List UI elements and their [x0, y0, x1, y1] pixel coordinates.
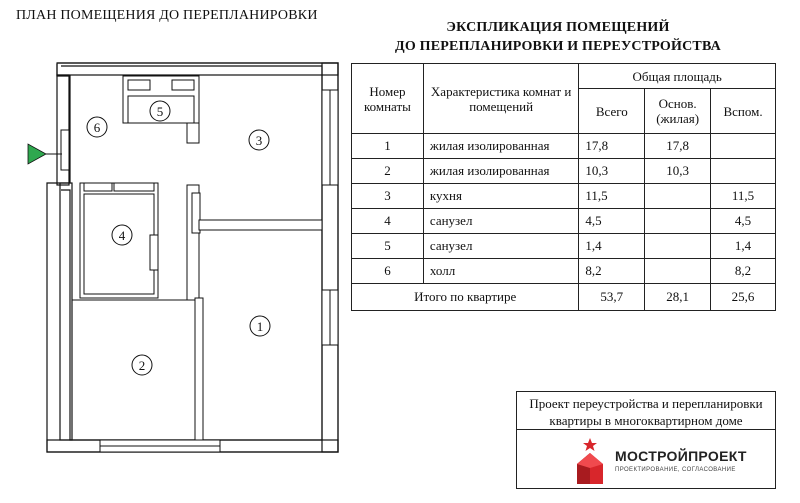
room-6-label: 6 — [93, 120, 101, 135]
header-main: Основ. (жилая) — [645, 89, 711, 134]
floor-plan — [0, 0, 350, 503]
row-num: 3 — [352, 184, 424, 209]
row-total: 11,5 — [579, 184, 645, 209]
row-aux: 8,2 — [711, 259, 776, 284]
row-aux: 1,4 — [711, 234, 776, 259]
row-num: 5 — [352, 234, 424, 259]
row-total: 1,4 — [579, 234, 645, 259]
table-row — [352, 259, 776, 284]
header-room-number: Номер комнаты — [352, 64, 424, 134]
row-main: 10,3 — [645, 159, 711, 184]
explication-title — [352, 18, 764, 56]
logo-name: МОСТРОЙПРОЕКТ — [615, 448, 747, 464]
total-aux: 25,6 — [711, 284, 776, 311]
explication-title-line1: ЭКСПЛИКАЦИЯ ПОМЕЩЕНИЙ — [446, 20, 670, 35]
total-main: 28,1 — [645, 284, 711, 311]
room-5-label: 5 — [156, 104, 164, 119]
row-total: 8,2 — [579, 259, 645, 284]
table-row — [352, 159, 776, 184]
row-aux: 11,5 — [711, 184, 776, 209]
row-name: санузел — [423, 234, 579, 259]
row-total: 10,3 — [579, 159, 645, 184]
table-row — [352, 209, 776, 234]
row-name: жилая изолированная — [423, 159, 579, 184]
row-num: 4 — [352, 209, 424, 234]
room-2-label: 2 — [138, 358, 146, 373]
row-aux: 4,5 — [711, 209, 776, 234]
row-num: 6 — [352, 259, 424, 284]
table-row — [352, 234, 776, 259]
row-main — [645, 234, 711, 259]
row-aux — [711, 134, 776, 159]
row-name: холл — [423, 259, 579, 284]
row-main: 17,8 — [645, 134, 711, 159]
total-row — [352, 284, 776, 311]
top-wall — [57, 63, 338, 75]
row-num: 1 — [352, 134, 424, 159]
project-line1: Проект переустройства и перепланировки — [529, 396, 763, 411]
room-4-label: 4 — [118, 228, 126, 243]
row-num: 2 — [352, 159, 424, 184]
row-main — [645, 184, 711, 209]
explication-table — [351, 63, 776, 311]
explication-title-line2: ДО ПЕРЕПЛАНИРОВКИ И ПЕРЕУСТРОЙСТВА — [395, 39, 721, 54]
partition-wall — [195, 298, 203, 440]
header-characteristic: Характеристика комнат и помещений — [423, 64, 579, 134]
project-line2: квартиры в многоквартирном доме — [549, 413, 743, 428]
row-aux — [711, 159, 776, 184]
row-total: 17,8 — [579, 134, 645, 159]
table-row — [352, 184, 776, 209]
header-aux: Вспом. — [711, 89, 776, 134]
room-1-label: 1 — [256, 319, 264, 334]
row-main — [645, 259, 711, 284]
header-total-area: Общая площадь — [579, 64, 776, 89]
header-all: Всего — [579, 89, 645, 134]
kitchen-wall — [199, 220, 322, 230]
mostroyproekt-logo-icon — [572, 438, 608, 484]
logo-tagline: ПРОЕКТИРОВАНИЕ, СОГЛАСОВАНИЕ — [615, 467, 736, 473]
room-3-label: 3 — [255, 133, 263, 148]
row-main — [645, 209, 711, 234]
total-label: Итого по квартире — [352, 284, 579, 311]
project-stamp — [516, 391, 776, 489]
row-total: 4,5 — [579, 209, 645, 234]
project-description — [517, 392, 775, 430]
row-name: санузел — [423, 209, 579, 234]
plan-title: ПЛАН ПОМЕЩЕНИЯ ДО ПЕРЕПЛАНИРОВКИ — [16, 8, 318, 23]
table-row — [352, 134, 776, 159]
row-name: жилая изолированная — [423, 134, 579, 159]
total-all: 53,7 — [579, 284, 645, 311]
row-name: кухня — [423, 184, 579, 209]
